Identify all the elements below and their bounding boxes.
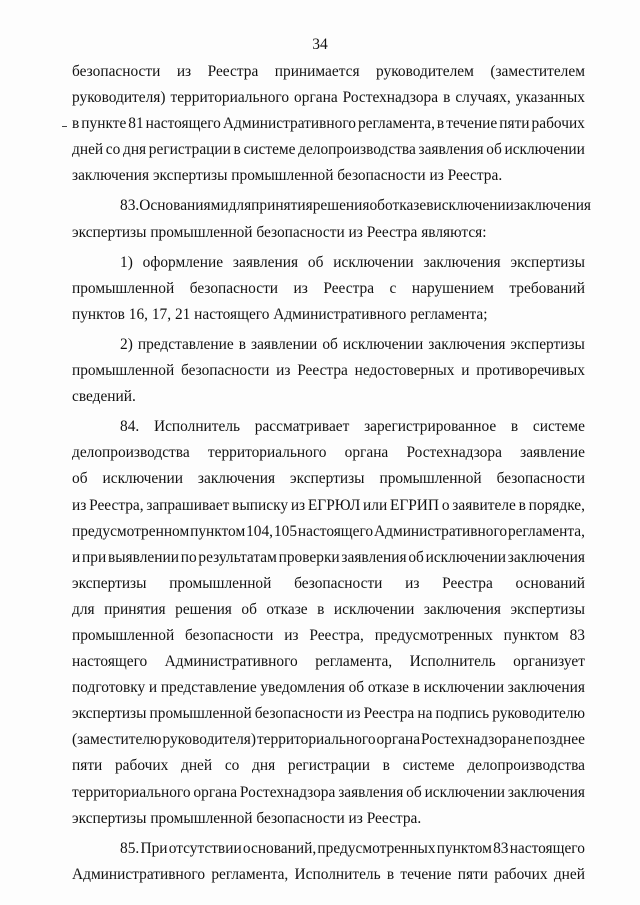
text-line (72, 519, 585, 545)
text-line (72, 250, 585, 276)
word: территориального (72, 783, 191, 801)
word: в (317, 600, 325, 618)
word: регламента, (211, 865, 289, 883)
word: оснований (515, 574, 585, 592)
word: в (443, 89, 451, 107)
word: промышленной (169, 574, 272, 592)
word: требований (509, 279, 585, 297)
word: дней (72, 141, 104, 159)
word: и (461, 362, 470, 380)
word: регламента, (357, 115, 435, 133)
word: в (426, 197, 434, 215)
word: противоречивых (476, 362, 585, 380)
word: органа (376, 731, 421, 749)
page-number: 34 (312, 36, 328, 53)
word: с (389, 279, 397, 297)
word: из (284, 626, 299, 644)
word: исключении (102, 470, 183, 488)
word: руководителю (492, 705, 585, 723)
word: в (382, 757, 390, 775)
word: делопроизводства (72, 444, 190, 462)
word: При (140, 839, 168, 857)
text-line (72, 597, 585, 623)
word: из (293, 279, 308, 297)
word: отказе (367, 679, 410, 697)
text-line (72, 862, 585, 888)
word: заключения (507, 679, 585, 697)
word: безопасности (496, 470, 585, 488)
word: уведомления (260, 679, 345, 697)
word: заключения (513, 197, 592, 215)
word: безопасности (72, 63, 161, 80)
word: в (510, 418, 519, 436)
text-line (72, 414, 585, 440)
text-line (72, 493, 585, 519)
word: принятия (251, 197, 313, 215)
word: Ростехнадзора (421, 731, 517, 749)
word: об (241, 600, 257, 618)
word: Реестра (323, 279, 375, 297)
word: безопасности (254, 705, 344, 723)
word: пяти (72, 757, 103, 775)
word: руководителя) (162, 731, 256, 749)
word: заявления (341, 548, 407, 566)
text-line (72, 623, 585, 649)
word: об (322, 335, 338, 353)
text-line (72, 358, 585, 384)
word: руководителем (376, 63, 474, 80)
text-line (72, 780, 585, 806)
word: об (486, 141, 502, 159)
word: проверки (278, 548, 340, 566)
word: из (405, 574, 420, 592)
word: запрашивает (146, 496, 230, 514)
word: Ростехнадзора (239, 783, 336, 801)
word: нарушением (411, 279, 494, 297)
word: Реестра, (89, 496, 144, 514)
word: оформление (142, 253, 224, 271)
word: промышленной (72, 362, 175, 380)
word: случаях, (455, 89, 511, 107)
word: из (176, 63, 192, 80)
word: заключения (428, 335, 506, 353)
word: о (441, 496, 450, 514)
word: из (346, 705, 361, 723)
word: пунктом (503, 626, 559, 644)
word: безопасности (185, 626, 274, 644)
text-line: пунктов 16, 17, 21 настоящего Административного регламента; (72, 305, 488, 323)
word: безопасности (294, 574, 383, 592)
word: Реестра (442, 574, 493, 592)
word: заявления (418, 141, 484, 159)
word: промышленной (72, 279, 175, 297)
word: заключения (507, 548, 585, 566)
word: настоящего (72, 653, 148, 671)
word: отказе (266, 600, 308, 618)
word: Исполнитель (294, 865, 381, 883)
text-line (72, 753, 585, 779)
word: рабочих (531, 115, 585, 133)
word: в (436, 115, 445, 133)
word: исключении (342, 335, 424, 353)
word: промышленной (72, 626, 175, 644)
text-line (72, 727, 585, 753)
word: оснований, (242, 839, 317, 857)
word: в (518, 496, 526, 514)
word: Реестра (297, 362, 348, 380)
word: системе (402, 757, 455, 775)
word: для (228, 197, 252, 215)
word: в (233, 141, 241, 159)
word: позднее (533, 731, 585, 749)
text-line (72, 59, 585, 85)
word: отказе (384, 197, 427, 215)
word: 83. (120, 197, 140, 215)
word: течение (400, 865, 452, 883)
word: исключении (433, 197, 514, 215)
word: территориального (207, 444, 327, 462)
word: предусмотренных (317, 839, 436, 857)
word: дня (122, 141, 147, 159)
word: или (363, 496, 388, 514)
word: руководителя) (72, 89, 166, 107)
word: об (406, 783, 422, 801)
word: подготовку (72, 679, 146, 697)
text-line (72, 701, 585, 727)
word: ЕГРИП (389, 496, 440, 514)
text-line (72, 111, 585, 137)
text-line (72, 276, 585, 302)
word: 84. (120, 418, 140, 436)
word: заключения (507, 783, 585, 801)
word: пяти (499, 115, 530, 133)
word: на (417, 705, 433, 723)
word: заключения (423, 600, 501, 618)
word: 83 (569, 626, 585, 644)
word: системе (243, 141, 296, 159)
text-line (72, 675, 585, 701)
word: пунктом (190, 522, 246, 540)
word: представление (160, 679, 257, 697)
word: промышленной (149, 705, 252, 723)
word: и (72, 548, 81, 566)
scan-mark (62, 126, 67, 127)
word: 85. (120, 839, 140, 857)
word: исключении (504, 141, 585, 159)
word: системе (532, 418, 585, 436)
word: в (72, 115, 80, 133)
word: представление (137, 335, 234, 353)
word: территориального (170, 89, 290, 107)
word: 104, (246, 522, 274, 540)
word: настоящего (145, 115, 221, 133)
word: об (72, 470, 88, 488)
text-line: экспертизы промышленной безопасности из Реестра. (72, 809, 422, 827)
word: настоящего (509, 839, 585, 857)
word: исключении (425, 548, 507, 566)
word: регистрации (148, 141, 231, 159)
word: порядке, (528, 496, 585, 514)
word: по (180, 548, 197, 566)
word: результатам (198, 548, 277, 566)
word: со (224, 757, 240, 775)
word: выявлении (107, 548, 179, 566)
word: исключении (333, 600, 415, 618)
word: экспертизы (510, 253, 585, 271)
word: Ростехнадзора (406, 444, 502, 462)
word: заявителе (452, 496, 516, 514)
word: пункте (81, 115, 127, 133)
word: Реестра (363, 705, 415, 723)
word: безопасности (180, 362, 270, 380)
document-body (72, 59, 592, 888)
word: в (412, 679, 420, 697)
word: указанных (515, 89, 585, 107)
word: предусмотренном (72, 522, 190, 540)
word: и (148, 679, 158, 697)
word: заявления (232, 253, 299, 271)
word: Административного (72, 865, 206, 883)
word: решения (312, 197, 370, 215)
word: 105 (273, 522, 298, 540)
word: Основаниями (139, 197, 229, 215)
text-line (72, 85, 585, 111)
word: подпись (435, 705, 490, 723)
text-line: заключения экспертизы промышленной безопасности из Реестра. (72, 167, 503, 185)
word: Административного (164, 653, 298, 671)
word: органа (294, 89, 338, 107)
word: выписку (232, 496, 289, 514)
word: из (290, 496, 306, 514)
text-line: сведений. (72, 388, 136, 406)
text-line (72, 836, 585, 862)
word: дней (180, 757, 213, 775)
word: из (276, 362, 291, 380)
word: не (517, 731, 533, 749)
word: недостоверных (354, 362, 455, 380)
text-line (72, 649, 585, 675)
word: заявлении (251, 335, 318, 353)
word: экспертизы (510, 335, 585, 353)
word: экспертизы (72, 574, 147, 592)
word: 81 (128, 115, 144, 133)
text-line (72, 137, 585, 163)
word: рабочих (494, 865, 548, 883)
word: территориального (256, 731, 376, 749)
word: решения (175, 600, 232, 618)
word: Реестра, (309, 626, 364, 644)
word: 83 (493, 839, 509, 857)
word: промышленной (379, 470, 482, 488)
word: об (307, 253, 324, 271)
word: дней (553, 865, 585, 883)
word: принятия (104, 600, 166, 618)
word: об (348, 679, 365, 697)
word: экспертизы (72, 705, 147, 723)
word: в (386, 865, 395, 883)
word: зарегистрированное (364, 418, 497, 436)
word: экспертизы (510, 600, 585, 618)
text-line (72, 545, 585, 571)
word: принимается (274, 63, 360, 80)
word: настоящего (297, 522, 374, 540)
word: дня (252, 757, 276, 775)
word: безопасности (189, 279, 279, 297)
text-line: экспертизы промышленной безопасности из Реестра являются: (72, 223, 487, 241)
word: Ростехнадзора (342, 89, 439, 107)
text-line (72, 440, 585, 466)
word: Реестра (207, 63, 259, 80)
word: в (238, 335, 246, 353)
word: об (408, 548, 424, 566)
word: заявление (520, 444, 585, 462)
word: из (72, 496, 87, 514)
word: заключения (197, 470, 276, 488)
word: рабочих (114, 757, 169, 775)
word: регламента, (315, 653, 393, 671)
word: исключении (423, 679, 505, 697)
word: исключении (333, 253, 414, 271)
word: исключении (424, 783, 505, 801)
word: (заместителем (490, 63, 585, 80)
word: для (72, 600, 95, 618)
word: отсутствии (168, 839, 242, 857)
word: Административного (374, 522, 508, 540)
word: 2) (120, 335, 133, 353)
text-line (72, 193, 592, 219)
text-line (72, 571, 585, 597)
word: ЕГРЮЛ (307, 496, 361, 514)
word: 1) (120, 253, 133, 271)
word: пяти (457, 865, 488, 883)
word: экспертизы (290, 470, 365, 488)
word: Административного (222, 115, 356, 133)
word: делопроизводства (467, 757, 585, 775)
word: заявления (338, 783, 404, 801)
word: делопроизводства (298, 141, 416, 159)
word: течение (446, 115, 498, 133)
word: организует (513, 653, 585, 671)
word: пунктом (436, 839, 492, 857)
word: заключения (423, 253, 501, 271)
word: (заместителю (72, 731, 162, 749)
text-line (72, 332, 585, 358)
word: предусмотренных (374, 626, 493, 644)
word: рассматривает (254, 418, 350, 436)
word: органа (344, 444, 389, 462)
word: об (369, 197, 385, 215)
word: Исполнитель (153, 418, 241, 436)
word: при (82, 548, 107, 566)
word: Исполнитель (409, 653, 496, 671)
word: органа (193, 783, 238, 801)
word: регистрации (287, 757, 370, 775)
word: регламента, (507, 522, 585, 540)
text-line (72, 466, 585, 492)
word: со (105, 141, 121, 159)
